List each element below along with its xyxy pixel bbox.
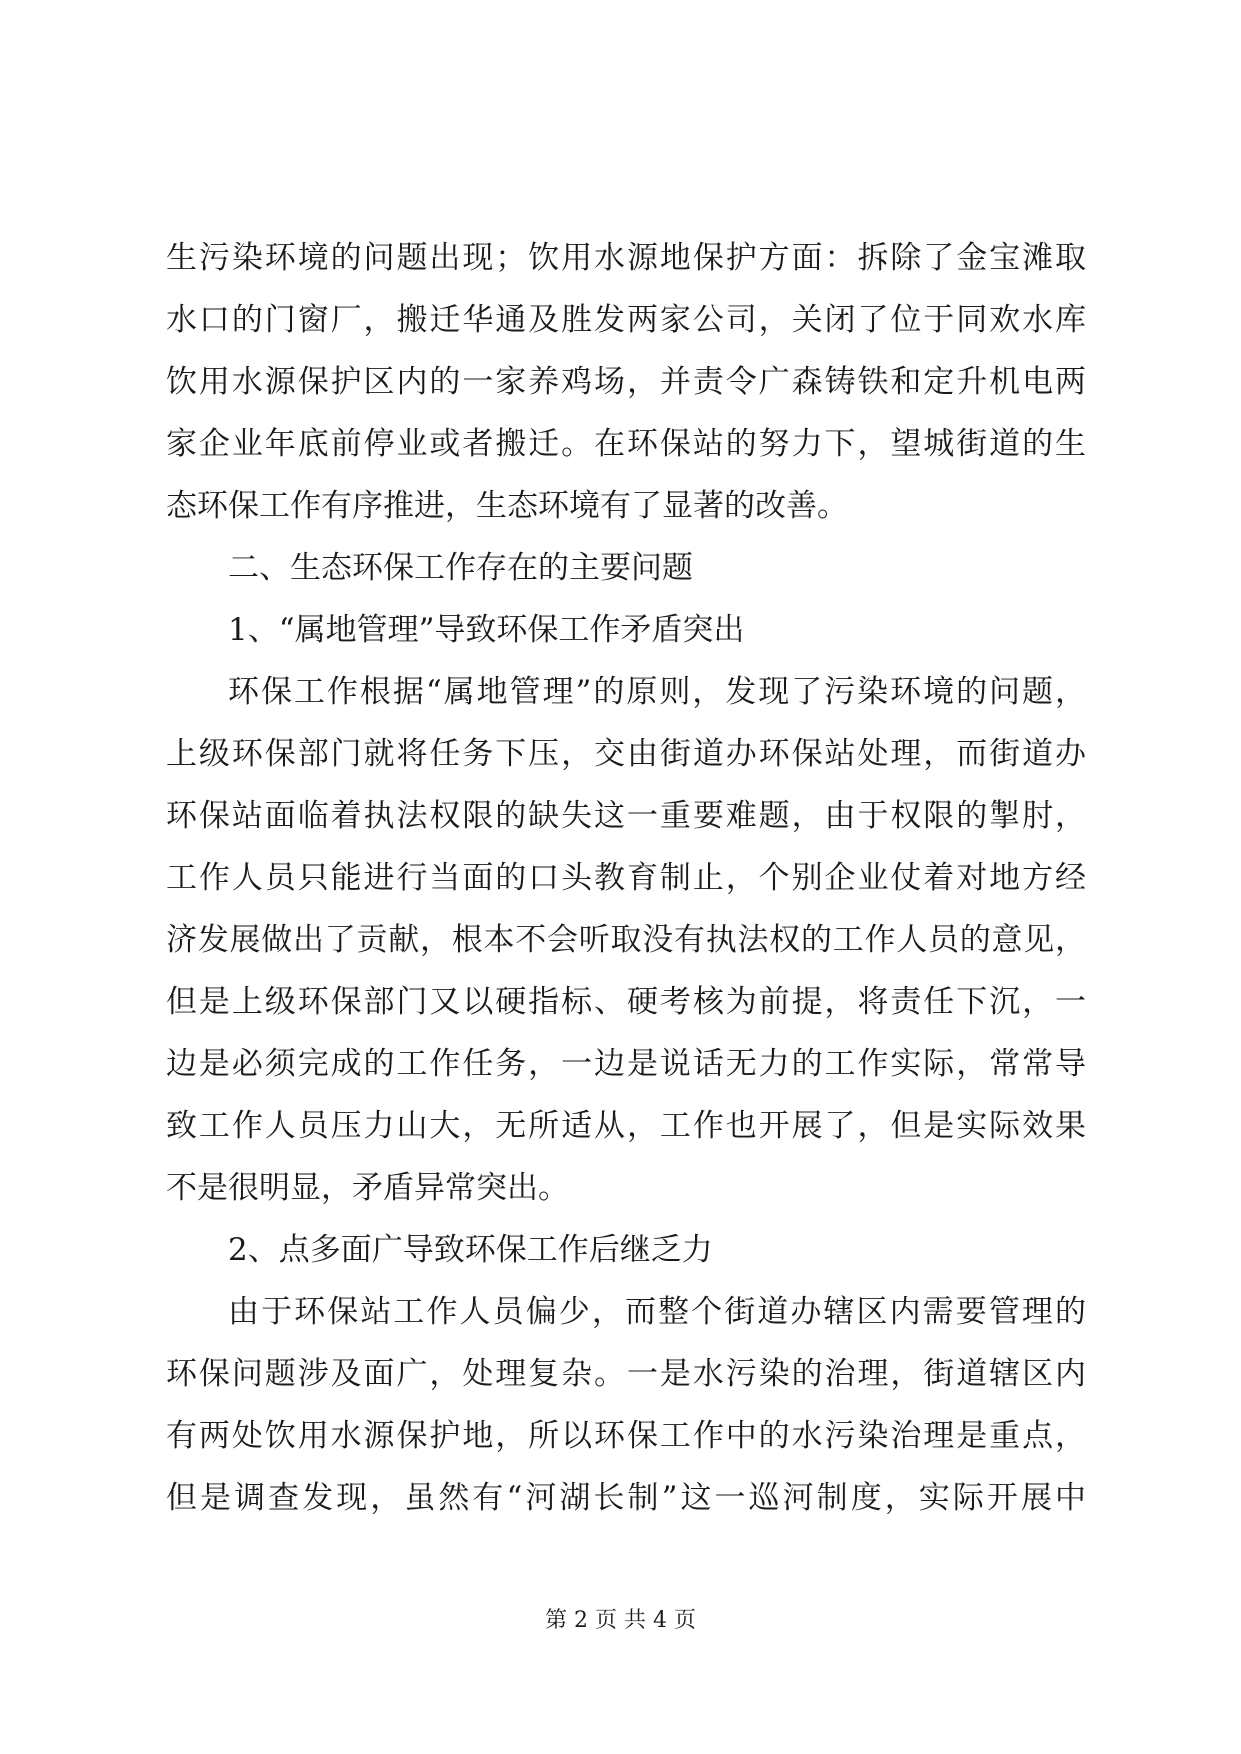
text-line: 但是调查发现，虽然有“河湖长制”这一巡河制度，实际开展中: [166, 1480, 1086, 1516]
section-heading: 1、“属地管理”导致环保工作矛盾突出: [228, 612, 745, 648]
text-line: 生污染环境的问题出现；饮用水源地保护方面：拆除了金宝滩取: [166, 240, 1086, 276]
text-line: 工作人员只能进行当面的口头教育制止，个别企业仗着对地方经: [166, 860, 1086, 896]
text-line: 态环保工作有序推进，生态环境有了显著的改善。: [166, 488, 848, 524]
section-heading: 二、生态环保工作存在的主要问题: [228, 550, 693, 586]
section-heading: 2、点多面广导致环保工作后继乏力: [228, 1232, 713, 1268]
text-line: 环保站面临着执法权限的缺失这一重要难题，由于权限的掣肘，: [166, 798, 1086, 834]
text-line: 有两处饮用水源保护地，所以环保工作中的水污染治理是重点，: [166, 1418, 1086, 1454]
document-body: [166, 227, 1086, 1529]
text-line: 上级环保部门就将任务下压，交由街道办环保站处理，而街道办: [166, 736, 1086, 772]
text-line: 家企业年底前停业或者搬迁。在环保站的努力下，望城街道的生: [166, 426, 1086, 462]
text-line: 水口的门窗厂，搬迁华通及胜发两家公司，关闭了位于同欢水库: [166, 302, 1086, 338]
text-line: 由于环保站工作人员偏少，而整个街道办辖区内需要管理的: [228, 1294, 1086, 1330]
text-line: 边是必须完成的工作任务，一边是说话无力的工作实际，常常导: [166, 1046, 1086, 1082]
text-line: 但是上级环保部门又以硬指标、硬考核为前提，将责任下沉，一: [166, 984, 1086, 1020]
text-line: 致工作人员压力山大，无所适从，工作也开展了，但是实际效果: [166, 1108, 1086, 1144]
text-line: 饮用水源保护区内的一家养鸡场，并责令广森铸铁和定升机电两: [166, 364, 1086, 400]
text-line: 不是很明显，矛盾异常突出。: [166, 1170, 569, 1206]
text-line: 环保问题涉及面广，处理复杂。一是水污染的治理，街道辖区内: [166, 1356, 1086, 1392]
text-line: 环保工作根据“属地管理”的原则，发现了污染环境的问题，: [228, 674, 1086, 710]
page-footer: 第 2 页 共 4 页: [545, 1608, 696, 1633]
text-line: 济发展做出了贡献，根本不会听取没有执法权的工作人员的意见，: [166, 922, 1086, 958]
